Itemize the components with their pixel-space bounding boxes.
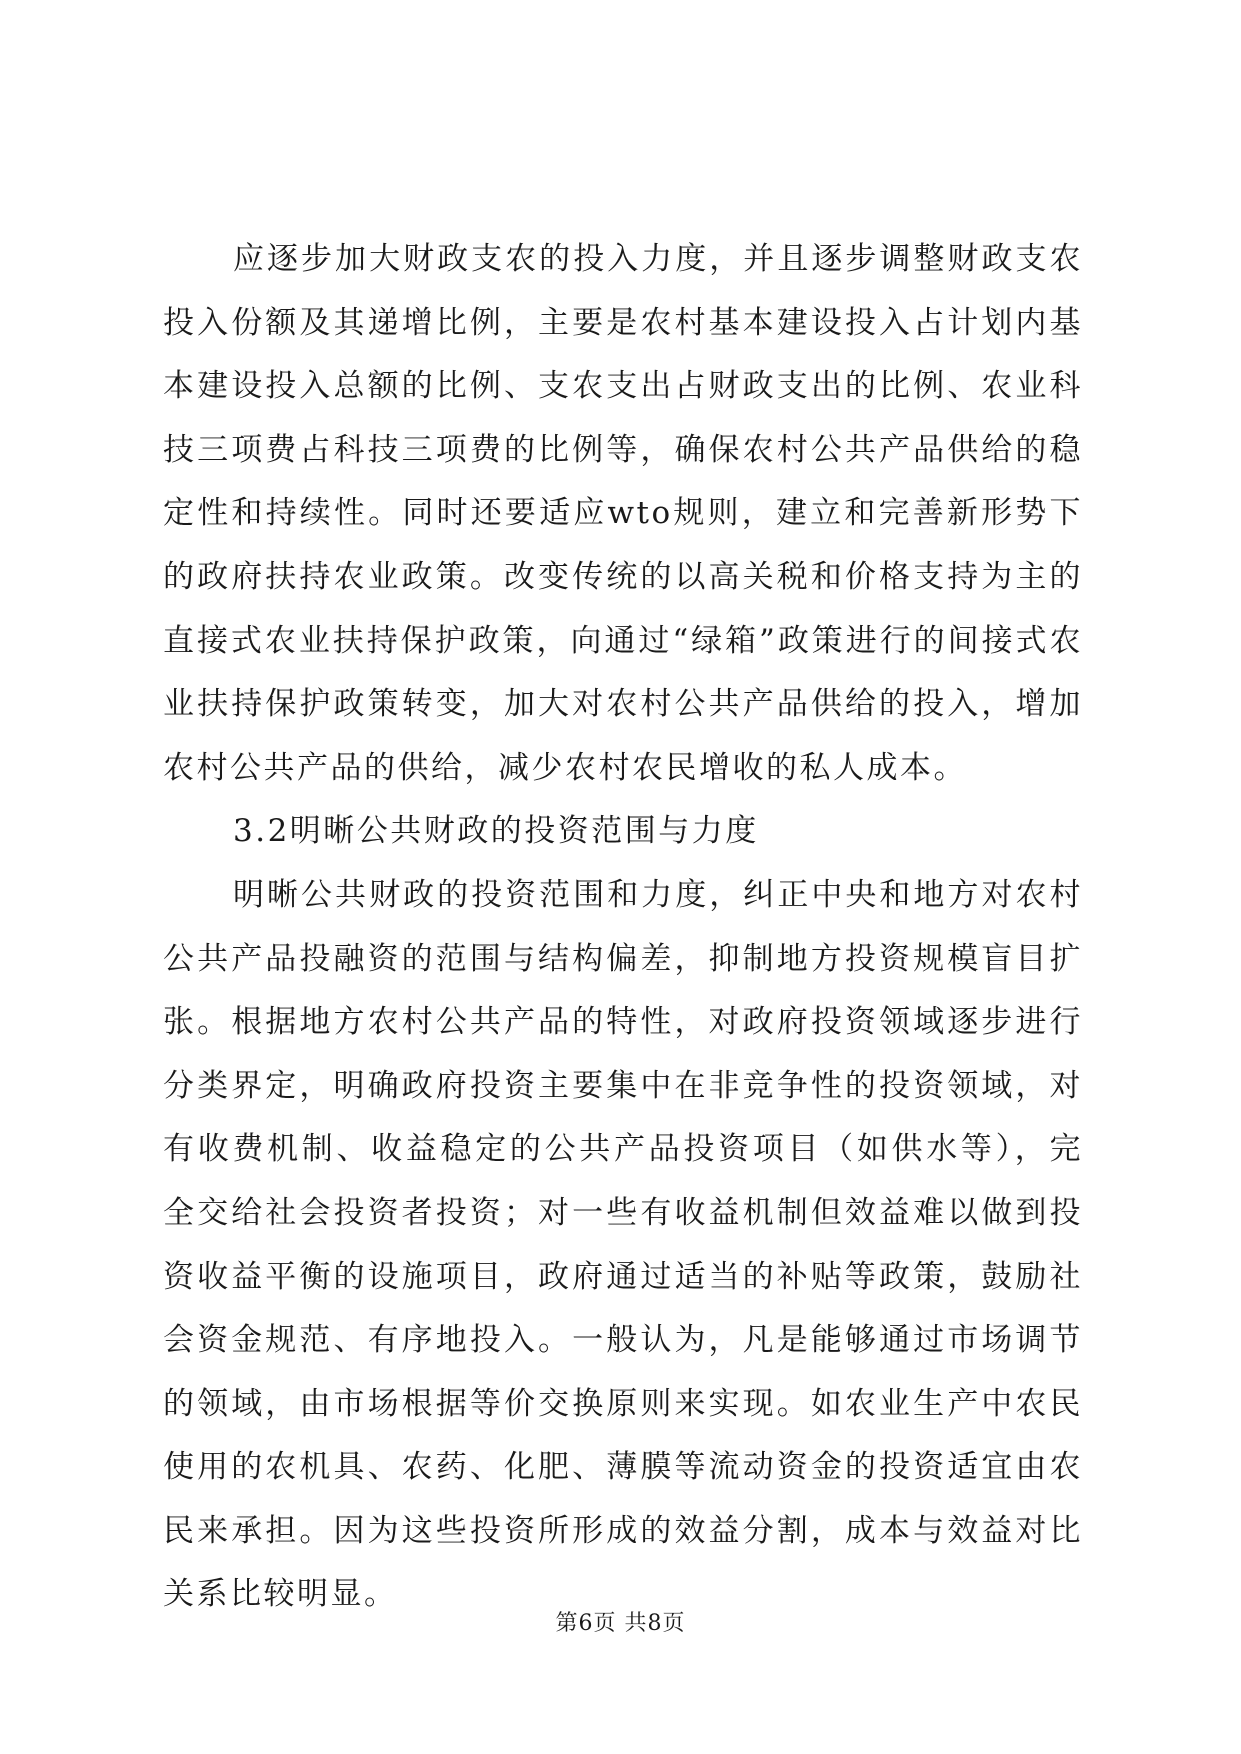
section-heading: 3.2明晰公共财政的投资范围与力度 <box>233 813 759 850</box>
body-paragraph-1: 应逐步加大财政支农的投入力度，并且逐步调整财政支农投入份额及其递增比例，主要是农村基本建设投入占计划内基本建设投入总额的比例、支农支出占财政支出的比例、农业科技三项费占科技三项费的比例等，确保农村公共产品供给的稳定性和持续性。同时还要适应wto规则，建立和完善新形势下的政府扶持农业政策。改变传统的以高关税和价格支持为主的直接式农业扶持保护政策，向通过“绿箱”政策进行的间接式农业扶持保护政策转变，加大对农村公共产品供给的投入，增加农村公共产品的供给，减少农村农民增收的私人成本。 <box>163 241 1083 786</box>
page-footer: 第6页 共8页 <box>555 1611 686 1636</box>
body-paragraph-2: 明晰公共财政的投资范围和力度，纠正中央和地方对农村公共产品投融资的范围与结构偏差，抑制地方投资规模盲目扩张。根据地方农村公共产品的特性，对政府投资领域逐步进行分类界定，明确政府投资主要集中在非竞争性的投资领域，对有收费机制、收益稳定的公共产品投资项目（如供水等），完全交给社会投资者投资；对一些有收益机制但效益难以做到投资收益平衡的设施项目，政府通过适当的补贴等政策，鼓励社会资金规范、有序地投入。一般认为，凡是能够通过市场调节的领域，由市场根据等价交换原则来实现。如农业生产中农民使用的农机具、农药、化肥、薄膜等流动资金的投资适宜由农民来承担。因为这些投资所形成的效益分割，成本与效益对比关系比较明显。 <box>163 876 1083 1613</box>
document-body <box>163 228 1083 1627</box>
